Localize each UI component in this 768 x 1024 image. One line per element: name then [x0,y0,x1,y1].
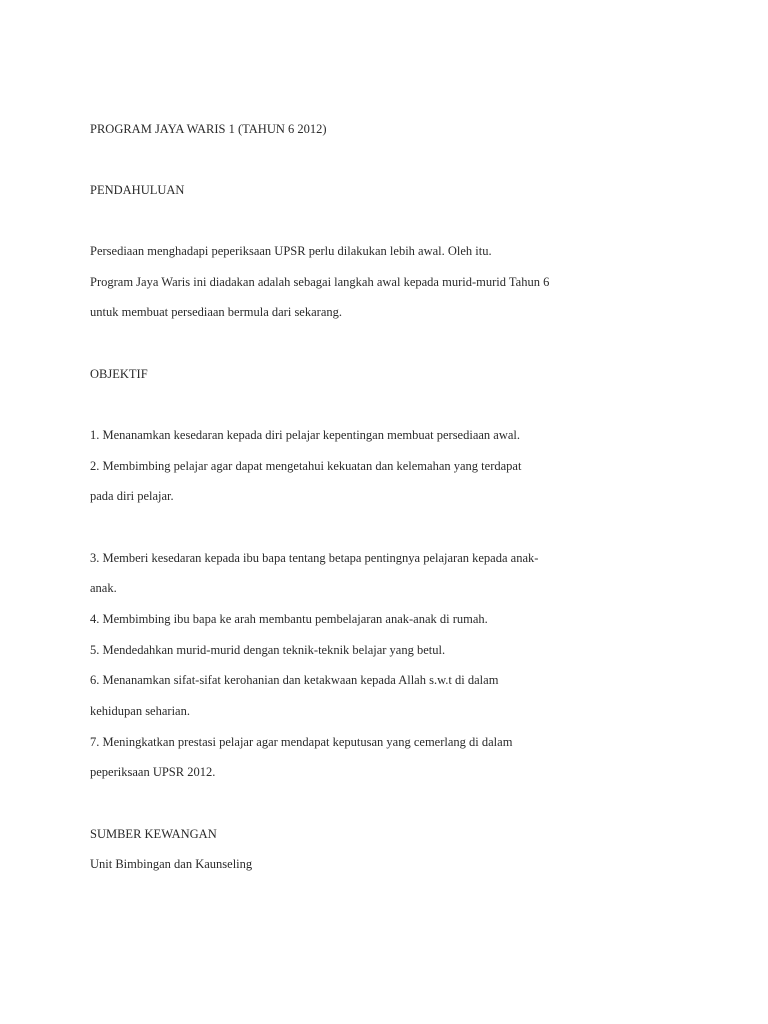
sumber-kewangan-heading: SUMBER KEWANGAN [90,827,217,841]
pendahuluan-heading: PENDAHULUAN [90,183,185,197]
sumber-kewangan-text: Unit Bimbingan dan Kaunseling [90,857,253,871]
objektif-item: 2. Membimbing pelajar agar dapat mengetahui kekuatan dan kelemahan yang terdapat [90,459,522,473]
objektif-item: anak. [90,581,117,595]
objektif-item: 1. Menanamkan kesedaran kepada diri pelajar kepentingan membuat persediaan awal. [90,428,521,442]
document-title: PROGRAM JAYA WARIS 1 (TAHUN 6 2012) [90,122,327,136]
objektif-item: 7. Meningkatkan prestasi pelajar agar mendapat keputusan yang cemerlang di dalam [90,735,513,749]
pendahuluan-line: Program Jaya Waris ini diadakan adalah sebagai langkah awal kepada murid-murid Tahun 6 [90,275,550,289]
objektif-item: 4. Membimbing ibu bapa ke arah membantu pembelajaran anak-anak di rumah. [90,612,488,626]
objektif-item: peperiksaan UPSR 2012. [90,765,216,779]
objektif-item: 6. Menanamkan sifat-sifat kerohanian dan ketakwaan kepada Allah s.w.t di dalam [90,673,499,687]
objektif-item: 5. Mendedahkan murid-murid dengan teknik-teknik belajar yang betul. [90,643,446,657]
objektif-item: 3. Memberi kesedaran kepada ibu bapa tentang betapa pentingnya pelajaran kepada anak- [90,551,539,565]
pendahuluan-line: Persediaan menghadapi peperiksaan UPSR perlu dilakukan lebih awal. Oleh itu. [90,244,492,258]
pendahuluan-line: untuk membuat persediaan bermula dari sekarang. [90,305,342,319]
objektif-heading: OBJEKTIF [90,367,148,381]
objektif-item: kehidupan seharian. [90,704,190,718]
objektif-item: pada diri pelajar. [90,489,174,503]
